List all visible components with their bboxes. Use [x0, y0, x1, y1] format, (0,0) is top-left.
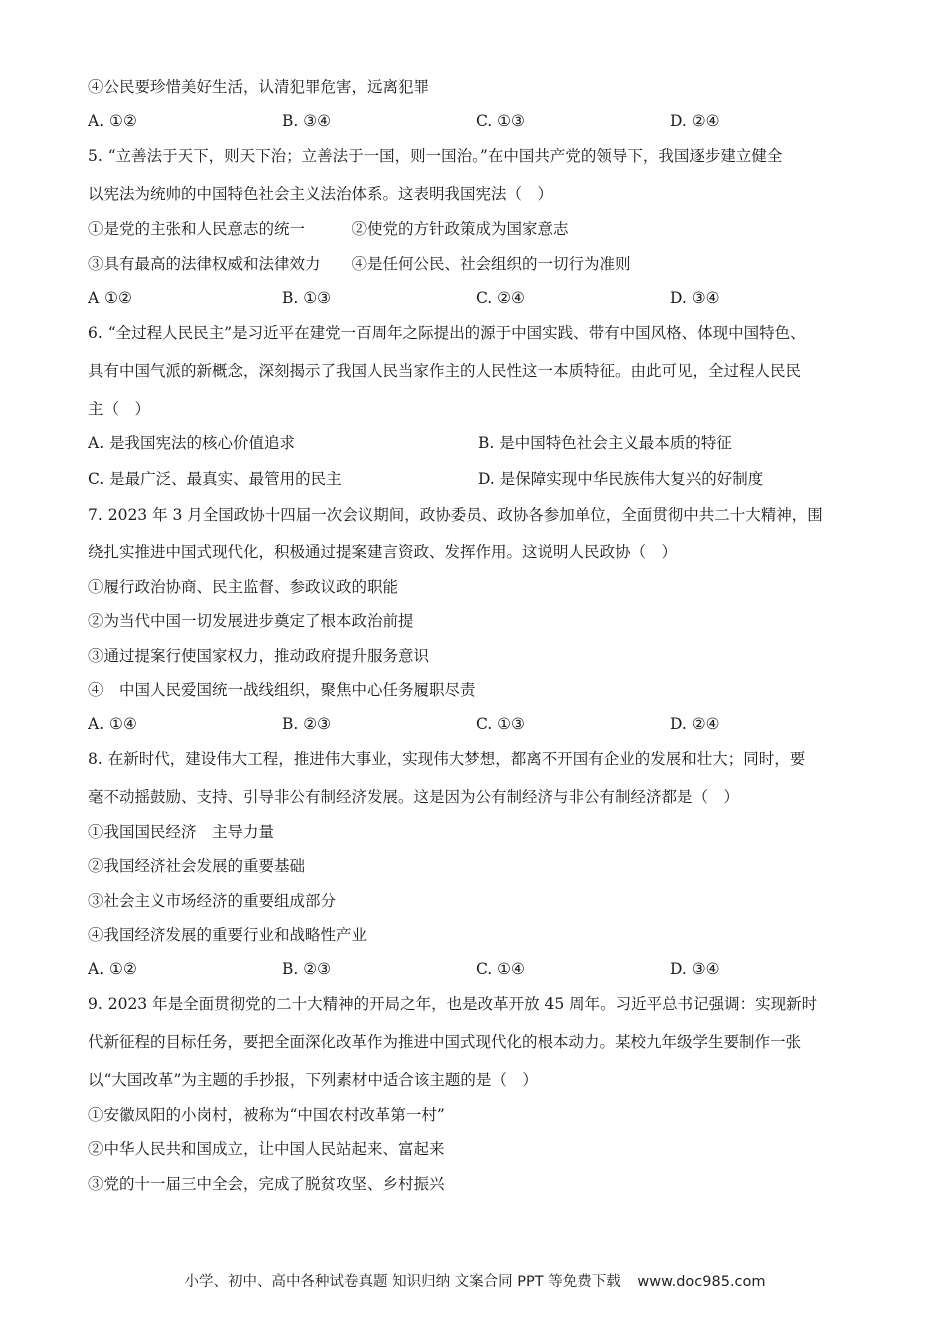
- q6-stem-line-3: 主（ ）: [88, 400, 151, 418]
- q5-option-b: B. ①③: [282, 289, 332, 307]
- prev-option-d: D. ②④: [670, 112, 720, 130]
- q5-option-a: A ①②: [88, 289, 132, 307]
- q6-stem-line-2: 具有中国气派的新概念，深刻揭示了我国人民当家作主的人民性这一本质特征。由此可见，全过程人民民: [88, 362, 802, 380]
- q5-items-line-1: ①是党的主张和人民意志的统一 ②使党的方针政策成为国家意志: [88, 220, 569, 238]
- page-footer: [0, 1272, 950, 1292]
- q5-stem-line-1: 5. “立善法于天下，则天下治；立善法于一国，则一国治。”在中国共产党的领导下，我国逐步建立健全: [88, 147, 783, 165]
- prev-option-b: B. ③④: [282, 112, 332, 130]
- q7-option-d: D. ②④: [670, 715, 720, 733]
- footer-link[interactable]: www.doc985.com: [637, 1274, 766, 1290]
- q8-option-a: A. ①②: [88, 960, 137, 978]
- q8-option-c: C. ①④: [476, 960, 525, 978]
- q7-item-2: ②为当代中国一切发展进步奠定了根本政治前提: [88, 612, 414, 630]
- q8-option-b: B. ②③: [282, 960, 332, 978]
- q8-option-d: D. ③④: [670, 960, 720, 978]
- q8-item-1: ①我国国民经济 主导力量: [88, 823, 275, 841]
- q8-item-2: ②我国经济社会发展的重要基础: [88, 857, 306, 875]
- q6-option-c: C. 是最广泛、最真实、最管用的民主: [88, 470, 342, 488]
- q7-stem-line-1: 7. 2023 年 3 月全国政协十四届一次会议期间，政协委员、政协各参加单位，全面贯彻中共二十大精神，围: [88, 506, 823, 524]
- q9-stem-line-3: 以“大国改革”为主题的手抄报，下列素材中适合该主题的是（ ）: [88, 1071, 538, 1089]
- prev-item-4: ④公民要珍惜美好生活，认清犯罪危害，远离犯罪: [88, 78, 430, 96]
- q7-item-1: ①履行政治协商、民主监督、参政议政的职能: [88, 578, 399, 596]
- q5-option-c: C. ②④: [476, 289, 525, 307]
- q9-stem-line-2: 代新征程的目标任务，要把全面深化改革作为推进中国式现代化的根本动力。某校九年级学生要制作一张: [88, 1033, 802, 1051]
- q8-stem-line-2: 毫不动摇鼓励、支持、引导非公有制经济发展。这是因为公有制经济与非公有制经济都是（ ）: [88, 788, 740, 806]
- q7-stem-line-2: 绕扎实推进中国式现代化，积极通过提案建言资政、发挥作用。这说明人民政协（ ）: [88, 543, 678, 561]
- q7-item-3: ③通过提案行使国家权力，推动政府提升服务意识: [88, 647, 430, 665]
- q6-stem-line-1: 6. “全过程人民民主”是习近平在建党一百周年之际提出的源于中国实践、带有中国风格、体现中国特色、: [88, 324, 806, 342]
- q5-option-d: D. ③④: [670, 289, 720, 307]
- q6-option-a: A. 是我国宪法的核心价值追求: [88, 434, 296, 452]
- q7-option-c: C. ①③: [476, 715, 525, 733]
- q7-option-b: B. ②③: [282, 715, 332, 733]
- prev-option-c: C. ①③: [476, 112, 525, 130]
- q5-stem-line-2: 以宪法为统帅的中国特色社会主义法治体系。这表明我国宪法（ ）: [88, 185, 554, 203]
- q9-item-3: ③党的十一届三中全会，完成了脱贫攻坚、乡村振兴: [88, 1175, 445, 1193]
- q9-item-1: ①安徽凤阳的小岗村，被称为“中国农村改革第一村”: [88, 1106, 445, 1124]
- q8-item-3: ③社会主义市场经济的重要组成部分: [88, 892, 337, 910]
- q8-item-4: ④我国经济发展的重要行业和战略性产业: [88, 926, 368, 944]
- footer-text: 小学、初中、高中各种试卷真题 知识归纳 文案合同 PPT 等免费下载: [184, 1274, 621, 1290]
- q6-option-d: D. 是保障实现中华民族伟大复兴的好制度: [478, 470, 764, 488]
- q6-option-b: B. 是中国特色社会主义最本质的特征: [478, 434, 732, 452]
- q8-stem-line-1: 8. 在新时代，建设伟大工程，推进伟大事业，实现伟大梦想，都离不开国有企业的发展和壮大；同时，要: [88, 750, 806, 768]
- q5-items-line-2: ③具有最高的法律权威和法律效力 ④是任何公民、社会组织的一切行为准则: [88, 255, 631, 273]
- q7-option-a: A. ①④: [88, 715, 137, 733]
- prev-option-a: A. ①②: [88, 112, 137, 130]
- q9-item-2: ②中华人民共和国成立，让中国人民站起来、富起来: [88, 1140, 445, 1158]
- q9-stem-line-1: 9. 2023 年是全面贯彻党的二十大精神的开局之年，也是改革开放 45 周年。习近平总书记强调：实现新时: [88, 995, 818, 1013]
- q7-item-4: ④ 中国人民爱国统一战线组织，聚焦中心任务履职尽责: [88, 681, 476, 699]
